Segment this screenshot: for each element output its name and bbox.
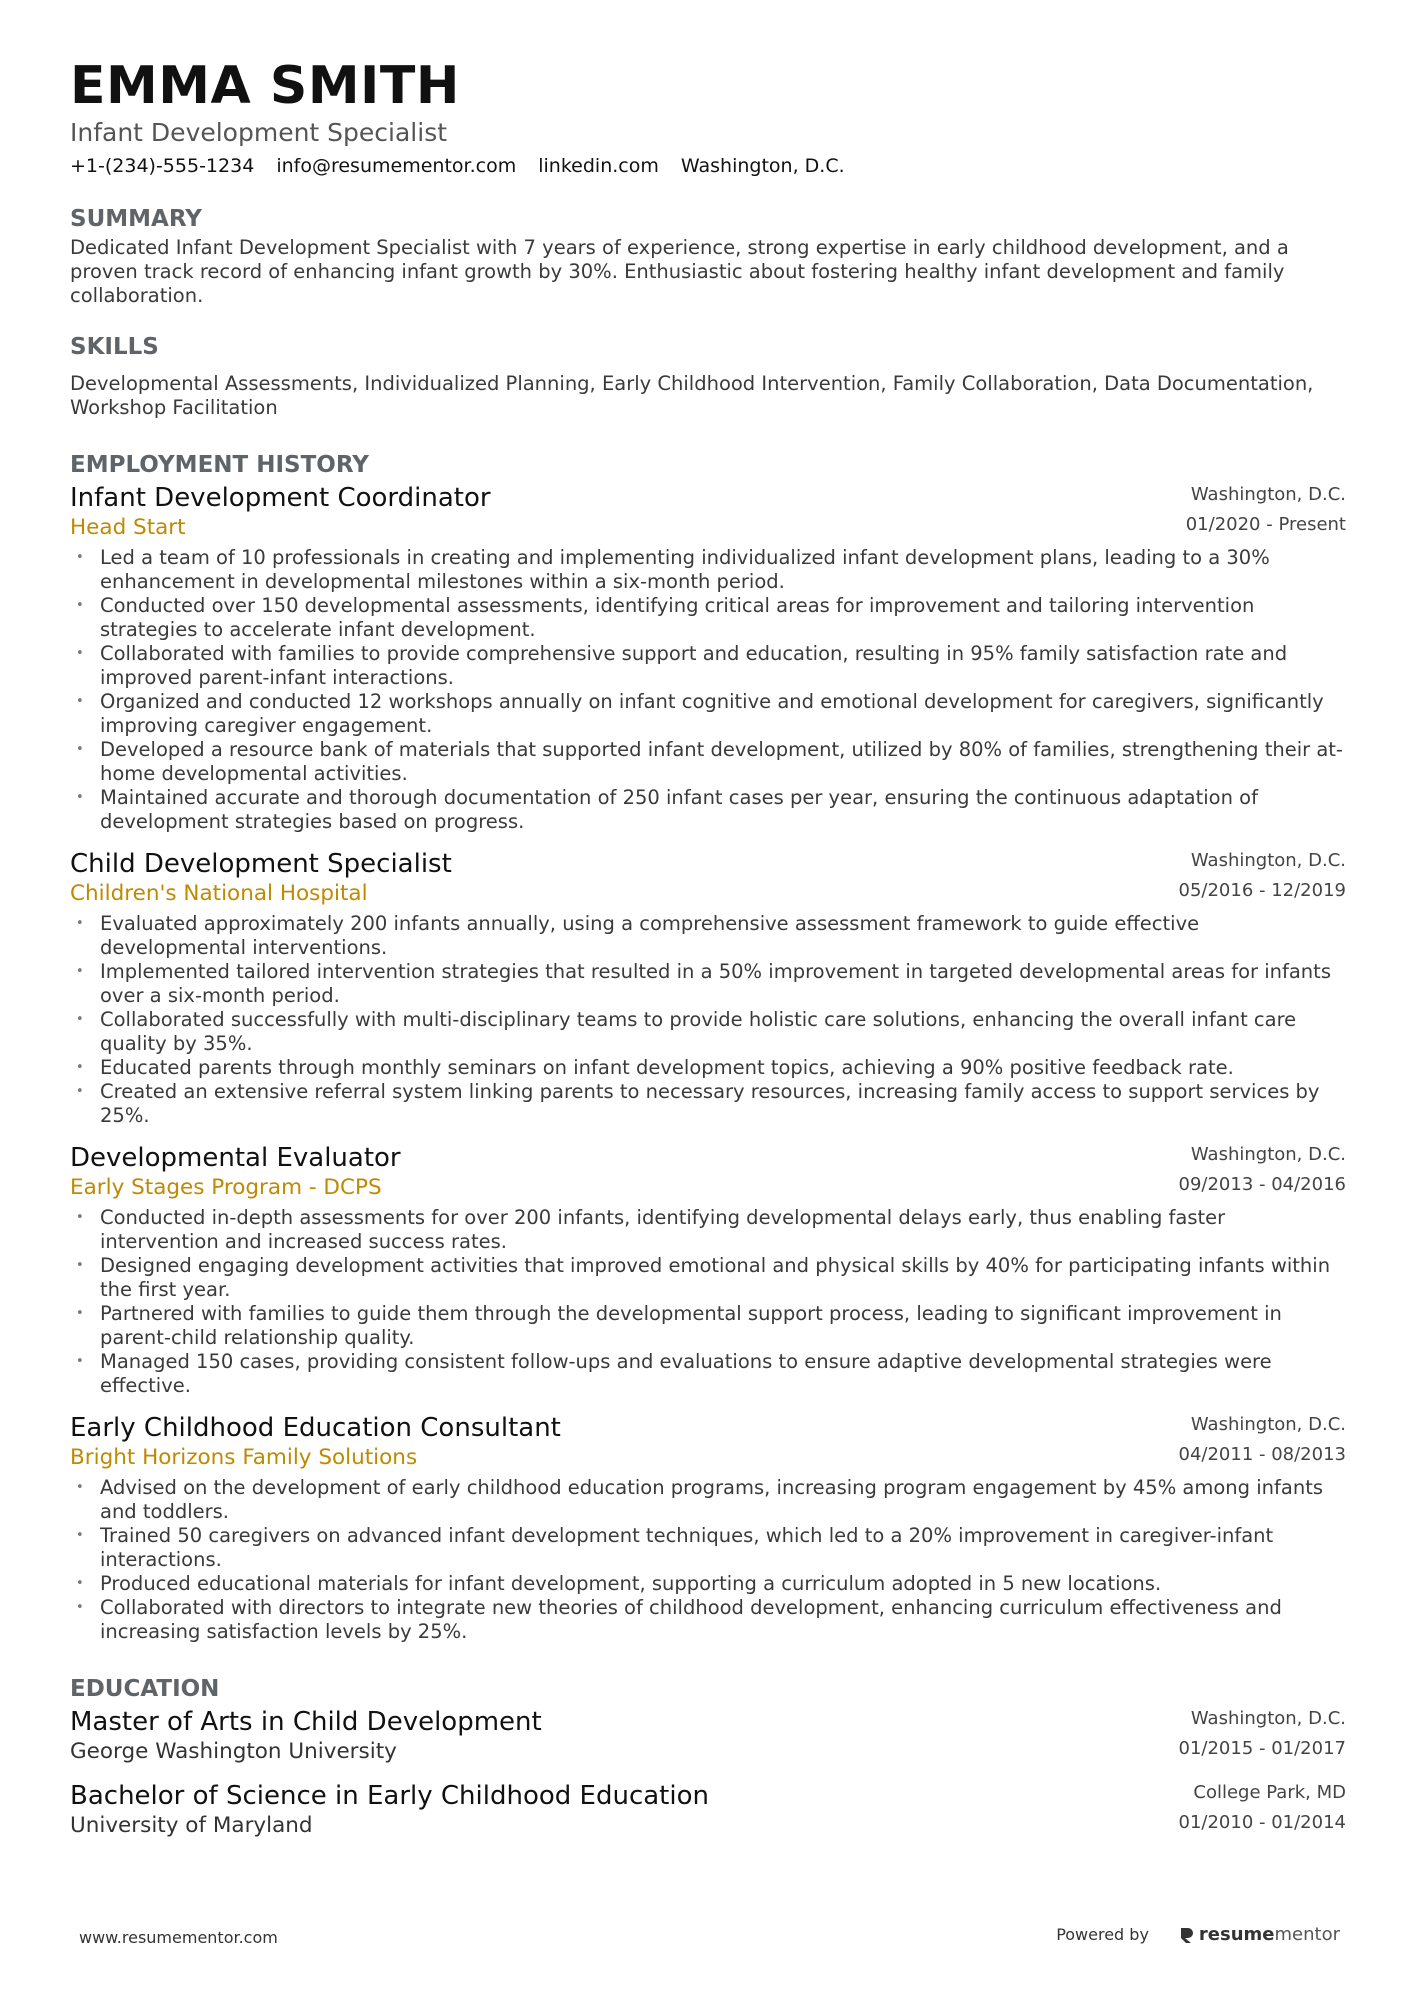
powered-by-label: Powered by [1056, 1925, 1149, 1944]
resume-header [70, 52, 1346, 180]
resumementor-logo-icon [1179, 1926, 1195, 1944]
bullet-item: • Designed engaging development activities that improved emotional and physical skills by 40% for participating infants within the first year. [70, 1254, 1346, 1302]
bullet-item: • Collaborated with directors to integrate new theories of childhood development, enhancing curriculum effectiveness and increasing satisfaction levels by 25%. [70, 1596, 1346, 1644]
bullet-item: • Led a team of 10 professionals in creating and implementing individualized infant development plans, leading to a 30% enhancement in developmental milestones within a six-month period. [70, 546, 1346, 594]
contact-email: info@resumementor.com [276, 155, 517, 177]
summary-section [70, 204, 1346, 308]
bullet-item: • Managed 150 cases, providing consistent follow-ups and evaluations to ensure adaptive developmental strategies were effective. [70, 1350, 1346, 1398]
bullet-item: • Produced educational materials for infant development, supporting a curriculum adopted in 5 new locations. [70, 1572, 1346, 1596]
job-company: Early Stages Program - DCPS [70, 1175, 382, 1200]
contact-phone: +1-(234)-555-1234 [70, 155, 255, 177]
section-heading: SUMMARY [70, 206, 202, 232]
education-location: College Park, MD [1193, 1782, 1346, 1803]
section-heading: SKILLS [70, 334, 159, 360]
job-location: Washington, D.C. [1190, 850, 1346, 871]
brand-name-light: mentor [1274, 1924, 1340, 1945]
skills-text: Developmental Assessments, Individualized Planning, Early Childhood Intervention, Family Collaboration, Data Documentation, Workshop Facilitation [70, 372, 1314, 419]
bullet-item: • Educated parents through monthly seminars on infant development topics, achieving a 90% positive feedback rate. [70, 1056, 1346, 1080]
brand-logo[interactable] [1179, 1924, 1340, 1945]
job-bullets [70, 912, 1346, 1128]
bullet-item: • Implemented tailored intervention strategies that resulted in a 50% improvement in targeted developmental areas for infants over a six-month period. [70, 960, 1346, 1008]
education-degree: Bachelor of Science in Early Childhood Education [70, 1781, 709, 1811]
bullet-item: • Trained 50 caregivers on advanced infant development techniques, which led to a 20% improvement in caregiver-infant interactions. [70, 1524, 1346, 1572]
bullet-item: • Created an extensive referral system linking parents to necessary resources, increasing family access to support services by 25%. [70, 1080, 1346, 1128]
summary-text: Dedicated Infant Development Specialist with 7 years of experience, strong expertise in early childhood development, and a proven track record of enhancing infant growth by 30%. Enthusiastic about fostering healthy infant development and family collaboration. [70, 236, 1289, 307]
job-company: Children's National Hospital [70, 881, 368, 906]
employment-section [70, 450, 1346, 1644]
section-heading: EDUCATION [70, 1676, 220, 1702]
education-school: University of Maryland [70, 1813, 313, 1838]
job-entry [70, 1142, 1346, 1398]
job-dates: 04/2011 - 08/2013 [1178, 1444, 1346, 1465]
education-dates: 01/2010 - 01/2014 [1178, 1812, 1346, 1833]
job-location: Washington, D.C. [1190, 1144, 1346, 1165]
job-company: Head Start [70, 515, 186, 540]
bullet-item: • Partnered with families to guide them through the developmental support process, leading to significant improvement in parent-child relationship quality. [70, 1302, 1346, 1350]
job-bullets [70, 546, 1346, 834]
job-company: Bright Horizons Family Solutions [70, 1445, 418, 1470]
education-entry [70, 1780, 1346, 1840]
section-heading: EMPLOYMENT HISTORY [70, 452, 369, 478]
footer-website[interactable]: www.resumementor.com [79, 1928, 278, 1947]
bullet-item: • Conducted in-depth assessments for over 200 infants, identifying developmental delays early, thus enabling faster intervention and increased success rates. [70, 1206, 1346, 1254]
job-entry [70, 482, 1346, 834]
bullet-item: • Maintained accurate and thorough documentation of 250 infant cases per year, ensuring the continuous adaptation of development strategies based on progress. [70, 786, 1346, 834]
bullet-item: • Collaborated successfully with multi-disciplinary teams to provide holistic care solutions, enhancing the overall infant care quality by 35%. [70, 1008, 1346, 1056]
contact-linkedin: linkedin.com [538, 155, 659, 177]
job-dates: 05/2016 - 12/2019 [1178, 880, 1346, 901]
job-entry [70, 1412, 1346, 1644]
contact-line [70, 152, 1346, 180]
bullet-item: • Developed a resource bank of materials that supported infant development, utilized by 80% of families, strengthening their at-home developmental activities. [70, 738, 1346, 786]
brand-name-bold: resume [1198, 1924, 1275, 1945]
bullet-item: • Advised on the development of early childhood education programs, increasing program engagement by 45% among infants and toddlers. [70, 1476, 1346, 1524]
bullet-item: • Collaborated with families to provide comprehensive support and education, resulting in 95% family satisfaction rate and improved parent-infant interactions. [70, 642, 1346, 690]
job-dates: 09/2013 - 04/2016 [1178, 1174, 1346, 1195]
job-bullets [70, 1476, 1346, 1644]
education-school: George Washington University [70, 1739, 397, 1764]
education-degree: Master of Arts in Child Development [70, 1707, 542, 1737]
job-bullets [70, 1206, 1346, 1398]
bullet-item: • Evaluated approximately 200 infants annually, using a comprehensive assessment framework to guide effective developmental interventions. [70, 912, 1346, 960]
job-location: Washington, D.C. [1190, 1414, 1346, 1435]
job-dates: 01/2020 - Present [1185, 514, 1346, 535]
candidate-title: Infant Development Specialist [70, 118, 448, 147]
job-location: Washington, D.C. [1190, 484, 1346, 505]
job-title: Infant Development Coordinator [70, 483, 491, 513]
job-title: Early Childhood Education Consultant [70, 1413, 561, 1443]
resume-page [70, 52, 1346, 1840]
education-section [70, 1674, 1346, 1840]
bullet-item: • Organized and conducted 12 workshops annually on infant cognitive and emotional development for caregivers, significantly improving caregiver engagement. [70, 690, 1346, 738]
education-dates: 01/2015 - 01/2017 [1178, 1738, 1346, 1759]
candidate-name: EMMA SMITH [70, 56, 460, 116]
education-location: Washington, D.C. [1190, 1708, 1346, 1729]
education-entry [70, 1706, 1346, 1766]
footer-branding [1056, 1924, 1340, 1945]
bullet-item: • Conducted over 150 developmental assessments, identifying critical areas for improvement and tailoring intervention strategies to accelerate infant development. [70, 594, 1346, 642]
job-entry [70, 848, 1346, 1128]
skills-section [70, 332, 1346, 420]
job-title: Developmental Evaluator [70, 1143, 401, 1173]
job-title: Child Development Specialist [70, 849, 452, 879]
contact-location: Washington, D.C. [680, 155, 845, 177]
